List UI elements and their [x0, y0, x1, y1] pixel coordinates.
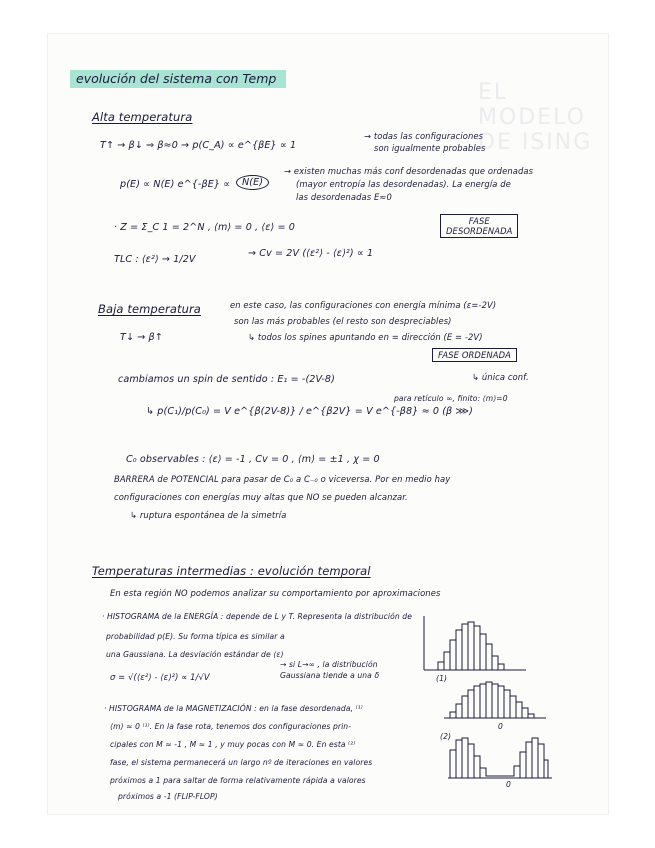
- inter-intro-line: En esta región NO podemos analizar su comportamiento por aproximaciones: [110, 588, 441, 598]
- alta-circled-ne: N(E): [236, 175, 269, 190]
- hist-energy-note-b: Gaussiana tiende a una δ: [280, 671, 380, 680]
- section-heading-baja: Baja temperatura: [98, 302, 201, 316]
- hist-energy-note-a: → si L→∞ , la distribución: [280, 660, 378, 669]
- baja-reticulo-note: para retículo ∞, finito: ⟨m⟩=0: [394, 394, 508, 403]
- alta-line1-formula: T↑ → β↓ ⇒ β≈0 → p(C_A) ∝ e^{βE} ∝ 1: [100, 140, 297, 151]
- alta-cv-line: → Cv = 2V (⟨ε²⟩ - ⟨ε⟩²) ∝ 1: [248, 248, 374, 259]
- box-label-fase: FASE: [468, 216, 490, 226]
- baja-spin-flip-line: cambiamos un spin de sentido : E₁ = -(2V-8): [118, 374, 335, 385]
- alta-partition-line: · Z = Σ_C 1 = 2^N , ⟨m⟩ = 0 , ⟨ε⟩ = 0: [114, 222, 295, 233]
- box-label-desordenada: DESORDENADA: [446, 226, 513, 236]
- hist-energy-line-a: · HISTOGRAMA de la ENERGÍA : depende de L y T. Representa la distribución de: [102, 612, 412, 621]
- hist-energy-line-b: probabilidad p(E). Su forma típica es similar a: [106, 632, 285, 641]
- section-heading-intermedias: Temperaturas intermedias : evolución temporal: [92, 564, 371, 578]
- hist-mag-line-f: próximos a -1 (FLIP-FLOP): [118, 792, 218, 801]
- page-title: evolución del sistema con Temp: [70, 70, 286, 88]
- baja-note-b: son las más probables (el resto son despreciables): [234, 316, 452, 326]
- bleed-through-text: EL MODELO DE ISING: [478, 80, 593, 155]
- section-heading-alta: Alta temperatura: [92, 110, 193, 124]
- hist-mag-line-a: · HISTOGRAMA de la MAGNETIZACIÓN : en la fase desordenada, ⁽¹⁾: [104, 704, 363, 713]
- baja-barrera-line: BARRERA de POTENCIAL para pasar de C₀ a C₋₀ o viceversa. Por en medio hay: [114, 474, 451, 484]
- energy-histogram-sketch: [420, 614, 530, 674]
- mag-hist-mark-2: (2): [440, 732, 452, 741]
- alta-line1-note-a: → todas las configuraciones: [364, 131, 484, 141]
- hist-mag-line-b: ⟨m⟩ ≈ 0 ⁽¹⁾. En la fase rota, tenemos dos configuraciones prin-: [110, 722, 352, 731]
- fase-desordenada-box: [440, 214, 518, 238]
- baja-note-a: en este caso, las configuraciones con energía mínima (ε=-2V): [230, 300, 497, 310]
- alta-line2-note-a: → existen muchas más conf desordenadas que ordenadas: [284, 166, 534, 176]
- baja-configuraciones-line: configuraciones con energías muy altas que NO se pueden alcanzar.: [114, 492, 408, 502]
- baja-line1-formula: T↓ → β↑: [120, 332, 163, 343]
- hist-energy-sigma-eq: σ = √(⟨ε²⟩ - ⟨ε⟩²) ∝ 1/√V: [110, 672, 210, 682]
- alta-line1-note-b: son igualmente probables: [374, 143, 486, 153]
- baja-probability-ratio: ↳ p(C₁)/p(C₀) = V e^{β(2V-8)} / e^{β2V} = V e^{-β8} ≈ 0 (β ⋙): [146, 406, 474, 417]
- baja-ruptura-line: ↳ ruptura espontánea de la simetría: [130, 510, 287, 520]
- fase-ordenada-box: FASE ORDENADA: [432, 348, 517, 362]
- baja-observables-line: C₀ observables : ⟨ε⟩ = -1 , Cv = 0 , ⟨m⟩ = ±1 , χ = 0: [126, 454, 380, 465]
- mag-hist-mark-1: (1): [436, 674, 448, 683]
- baja-note-c: ↳ todos los spines apuntando en = dirección (E = -2V): [248, 332, 483, 342]
- mag-hist-zero-label-1: 0: [498, 722, 503, 731]
- alta-tlc-line: TLC : ⟨ε²⟩ → 1/2V: [114, 254, 196, 265]
- alta-line2-formula: p(E) ∝ N(E) e^{-βE} ∝: [120, 179, 231, 190]
- alta-line2-note-c: las desordenadas E≈0: [296, 192, 392, 202]
- hist-mag-line-c: cipales con M ≈ -1 , M ≈ 1 , y muy pocas con M ≈ 0. En esta ⁽²⁾: [110, 740, 356, 749]
- hist-mag-line-d: fase, el sistema permanecerá un largo nº de iteraciones en valores: [110, 758, 373, 767]
- alta-line2-note-b: (mayor entropía las desordenadas). La energía de: [296, 179, 511, 189]
- notebook-page: [48, 34, 608, 814]
- magnetization-histogram-disordered-sketch: [440, 678, 550, 724]
- mag-hist-zero-label-2: 0: [506, 780, 511, 789]
- magnetization-histogram-broken-sketch: [444, 734, 556, 784]
- hist-mag-line-e: próximos a 1 para saltar de forma relativamente rápida a valores: [110, 776, 366, 785]
- hist-energy-line-c: una Gaussiana. La desviación estándar de ⟨ε⟩: [106, 650, 284, 659]
- baja-unica-conf-note: ↳ única conf.: [472, 372, 529, 382]
